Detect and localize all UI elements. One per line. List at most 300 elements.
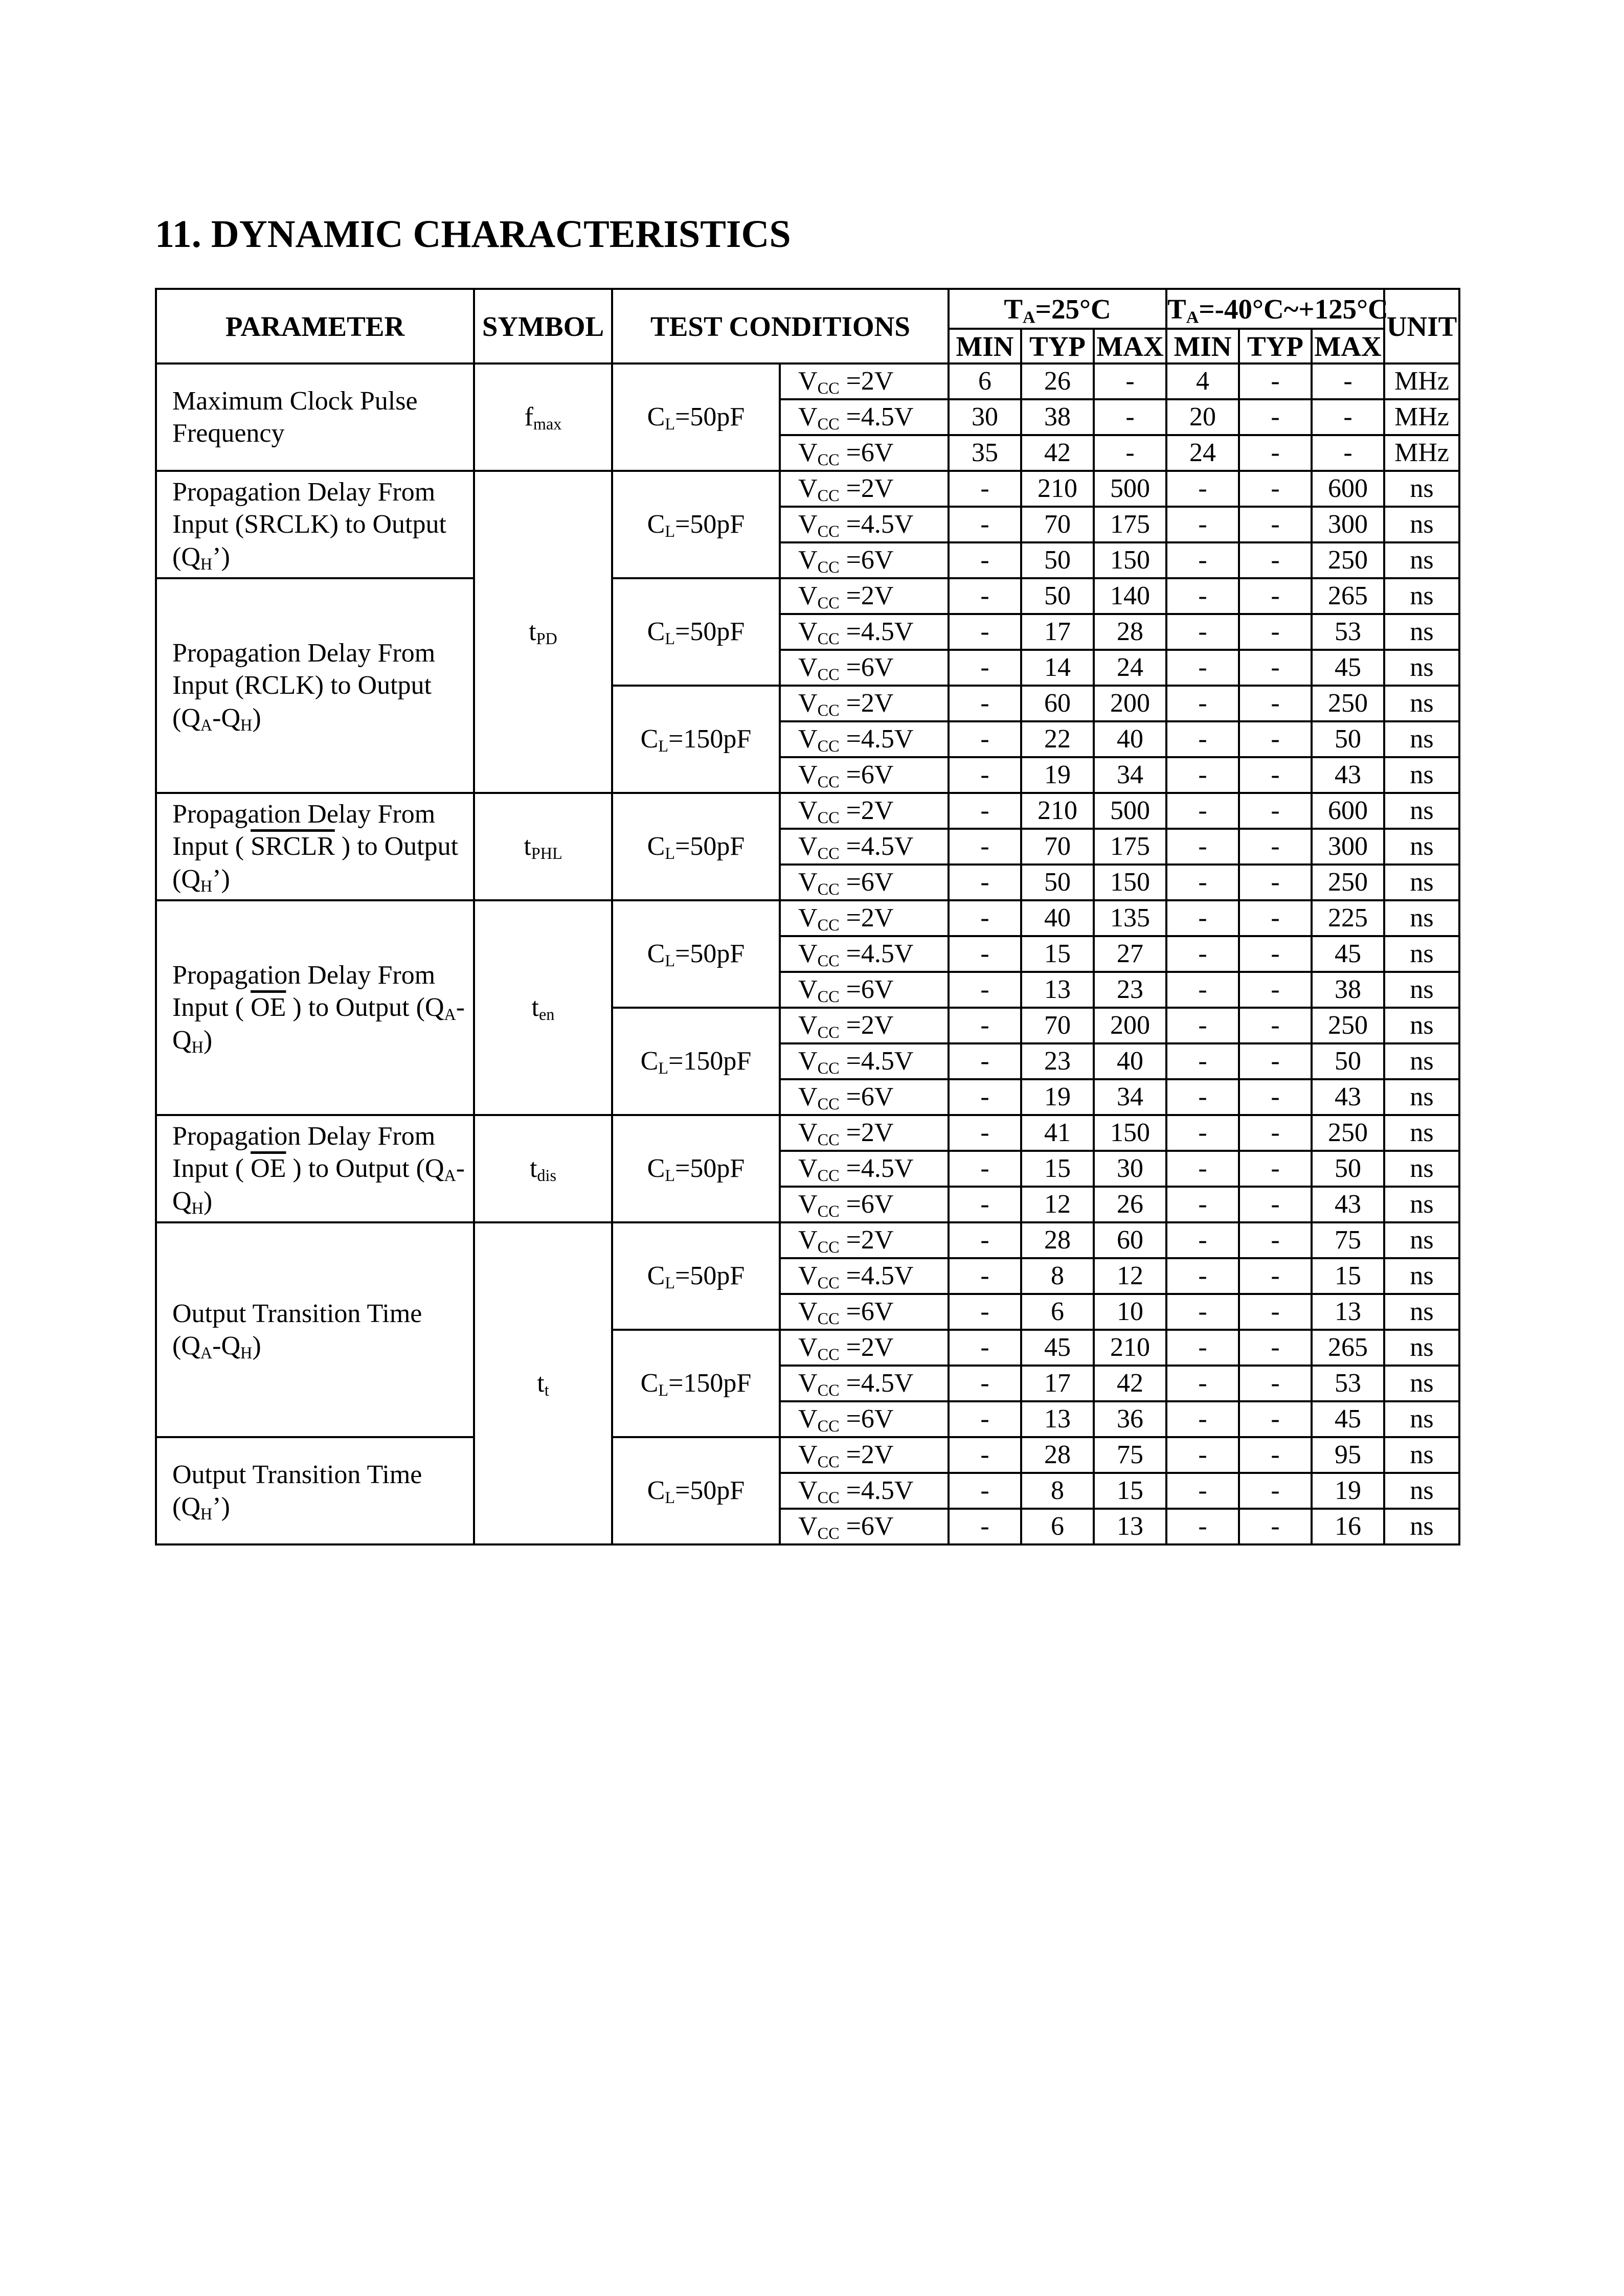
- cell-min-range: -: [1166, 1187, 1239, 1222]
- cell-unit: ns: [1384, 1115, 1459, 1151]
- cond-cl: [612, 578, 780, 686]
- cell-unit: ns: [1384, 1043, 1459, 1079]
- cell-unit: ns: [1384, 936, 1459, 972]
- vcc-value: =6V: [839, 1082, 894, 1111]
- table-row: [156, 363, 1459, 399]
- cell-unit: MHz: [1384, 363, 1459, 399]
- vcc-v-letter: V: [798, 545, 818, 575]
- vcc-sub: CC: [817, 1452, 840, 1471]
- vcc-condition: [780, 1437, 949, 1473]
- vcc-condition: [780, 1151, 949, 1187]
- cell-max-range: 95: [1312, 1437, 1384, 1473]
- cond-sub: L: [665, 1274, 675, 1292]
- symbol-letter: t: [537, 1369, 545, 1398]
- vcc-condition: [780, 1509, 949, 1544]
- symbol-sub: PD: [536, 629, 557, 648]
- vcc-condition: [780, 721, 949, 757]
- vcc-sub: CC: [817, 1417, 840, 1436]
- vcc-sub: CC: [817, 951, 840, 970]
- cell-typ-25c: 13: [1021, 972, 1094, 1008]
- cell-unit: ns: [1384, 1401, 1459, 1437]
- cond-sub: L: [665, 522, 675, 541]
- symbol-fmax: [474, 363, 612, 471]
- cell-min-range: -: [1166, 650, 1239, 686]
- vcc-condition: [780, 471, 949, 507]
- vcc-v-letter: V: [798, 724, 818, 754]
- vcc-condition: [780, 686, 949, 721]
- vcc-sub: CC: [817, 1202, 840, 1221]
- cell-max-25c: 210: [1094, 1330, 1166, 1366]
- vcc-sub: CC: [817, 772, 840, 791]
- cell-typ-range: -: [1239, 793, 1312, 829]
- cell-min-range: -: [1166, 1401, 1239, 1437]
- param-srclr: [156, 793, 474, 900]
- cell-typ-25c: 8: [1021, 1258, 1094, 1294]
- cond-cl: [612, 1437, 780, 1544]
- cond-value: =50pF: [675, 617, 745, 646]
- cell-max-25c: 150: [1094, 542, 1166, 578]
- vcc-condition: [780, 1222, 949, 1258]
- cond-cl: [612, 471, 780, 578]
- cell-unit: ns: [1384, 829, 1459, 865]
- cell-max-range: 265: [1312, 1330, 1384, 1366]
- vcc-value: =2V: [839, 367, 894, 396]
- vcc-v-letter: V: [798, 617, 818, 646]
- param-oe-enable: [156, 900, 474, 1115]
- vcc-sub: CC: [817, 916, 840, 935]
- cell-min-25c: -: [949, 972, 1021, 1008]
- cell-min-range: -: [1166, 829, 1239, 865]
- cell-max-25c: 12: [1094, 1258, 1166, 1294]
- ta-range-header: [1166, 289, 1388, 329]
- param-sub: A: [200, 1344, 213, 1362]
- oe-overbar-text: $\overline{OE}$: [251, 993, 286, 1022]
- cell-unit: ns: [1384, 1008, 1459, 1043]
- test-conditions-header: TEST CONDITIONS: [612, 289, 949, 363]
- vcc-v-letter: V: [798, 1333, 818, 1362]
- cell-min-25c: 30: [949, 399, 1021, 435]
- cell-min-25c: -: [949, 1258, 1021, 1294]
- vcc-value: =2V: [839, 1440, 894, 1469]
- vcc-value: =6V: [839, 868, 894, 897]
- cell-min-25c: -: [949, 1043, 1021, 1079]
- param-text: -Q: [212, 1331, 241, 1360]
- vcc-sub: CC: [817, 844, 840, 863]
- vcc-condition: [780, 1258, 949, 1294]
- cell-typ-range: -: [1239, 1151, 1312, 1187]
- cell-min-25c: -: [949, 1151, 1021, 1187]
- vcc-value: =2V: [839, 689, 894, 718]
- vcc-value: =6V: [839, 975, 894, 1004]
- cell-min-25c: -: [949, 650, 1021, 686]
- cell-typ-25c: 45: [1021, 1330, 1094, 1366]
- vcc-v-letter: V: [798, 1440, 818, 1469]
- cell-max-25c: 24: [1094, 650, 1166, 686]
- vcc-value: =6V: [839, 653, 894, 682]
- param-text: ’): [212, 864, 230, 894]
- cell-min-25c: -: [949, 936, 1021, 972]
- vcc-sub: CC: [817, 880, 840, 899]
- cell-max-range: 50: [1312, 1151, 1384, 1187]
- cell-max-25c: -: [1094, 363, 1166, 399]
- ta-sub: A: [1186, 308, 1199, 327]
- cell-typ-range: -: [1239, 1366, 1312, 1401]
- cell-max-25c: 150: [1094, 865, 1166, 900]
- cell-typ-25c: 13: [1021, 1401, 1094, 1437]
- cell-max-range: 265: [1312, 578, 1384, 614]
- vcc-v-letter: V: [798, 438, 818, 467]
- cell-typ-range: -: [1239, 1079, 1312, 1115]
- vcc-sub: CC: [817, 522, 840, 541]
- vcc-sub: CC: [817, 629, 840, 648]
- cond-value: =150pF: [668, 1369, 752, 1398]
- vcc-v-letter: V: [798, 832, 818, 861]
- cell-max-25c: 30: [1094, 1151, 1166, 1187]
- cell-min-25c: -: [949, 900, 1021, 936]
- cond-value: =150pF: [668, 1047, 752, 1076]
- param-sub: A: [444, 1005, 456, 1024]
- cell-min-25c: -: [949, 1509, 1021, 1544]
- cell-typ-25c: 26: [1021, 363, 1094, 399]
- cell-unit: ns: [1384, 614, 1459, 650]
- ta-range-label: =-40°C~+125°C: [1199, 293, 1388, 325]
- cell-min-range: -: [1166, 1330, 1239, 1366]
- cell-min-25c: -: [949, 721, 1021, 757]
- vcc-value: =4.5V: [839, 510, 914, 539]
- cell-max-range: 600: [1312, 471, 1384, 507]
- param-sub: H: [191, 1037, 204, 1056]
- cell-typ-range: -: [1239, 1509, 1312, 1544]
- cell-min-25c: 35: [949, 435, 1021, 471]
- cell-typ-range: -: [1239, 721, 1312, 757]
- cell-max-25c: 200: [1094, 1008, 1166, 1043]
- vcc-v-letter: V: [798, 1190, 818, 1219]
- param-text: ) to Output (Q: [292, 1154, 444, 1184]
- min-header: MIN: [949, 329, 1021, 363]
- cell-typ-25c: 28: [1021, 1437, 1094, 1473]
- param-text: -Q: [172, 993, 465, 1055]
- symbol-letter: t: [531, 993, 539, 1022]
- cell-max-25c: 23: [1094, 972, 1166, 1008]
- cell-typ-25c: 70: [1021, 1008, 1094, 1043]
- cell-max-range: -: [1312, 435, 1384, 471]
- vcc-condition: [780, 1294, 949, 1330]
- cell-min-range: -: [1166, 507, 1239, 542]
- vcc-v-letter: V: [798, 510, 818, 539]
- vcc-v-letter: V: [798, 402, 818, 431]
- header-row: [156, 289, 1459, 329]
- cell-min-range: -: [1166, 793, 1239, 829]
- cell-max-25c: -: [1094, 435, 1166, 471]
- typ-header: TYP: [1239, 329, 1312, 363]
- vcc-condition: [780, 1401, 949, 1437]
- vcc-value: =4.5V: [839, 832, 914, 861]
- cell-min-25c: -: [949, 1222, 1021, 1258]
- max-header: MAX: [1312, 329, 1384, 363]
- vcc-value: =2V: [839, 581, 894, 610]
- cond-value: =50pF: [675, 939, 745, 968]
- cond-sub: L: [658, 1059, 669, 1078]
- param-sub: A: [200, 715, 213, 734]
- cond-sub: L: [658, 737, 669, 756]
- cell-min-range: -: [1166, 972, 1239, 1008]
- param-text: Propagation Delay From Input (SRCLK) to Output (Q: [172, 477, 446, 572]
- cond-value: =150pF: [668, 724, 752, 754]
- param-text: Propagation Delay From Input (: [172, 1121, 436, 1184]
- param-text: -Q: [172, 1154, 465, 1216]
- cell-typ-range: -: [1239, 1222, 1312, 1258]
- cell-typ-range: -: [1239, 435, 1312, 471]
- cell-min-range: -: [1166, 865, 1239, 900]
- vcc-value: =2V: [839, 903, 894, 933]
- cond-cl: [612, 793, 780, 900]
- cell-max-range: 45: [1312, 650, 1384, 686]
- cell-max-25c: 34: [1094, 1079, 1166, 1115]
- ta-25c-header: [949, 289, 1166, 329]
- vcc-sub: CC: [817, 1309, 840, 1328]
- cell-min-range: 24: [1166, 435, 1239, 471]
- cell-typ-range: -: [1239, 507, 1312, 542]
- vcc-value: =2V: [839, 1333, 894, 1362]
- cell-min-range: 20: [1166, 399, 1239, 435]
- table-row: [156, 793, 1459, 829]
- vcc-value: =6V: [839, 1190, 894, 1219]
- vcc-sub: CC: [817, 450, 840, 469]
- cond-cl: [612, 1330, 780, 1437]
- cell-typ-25c: 50: [1021, 542, 1094, 578]
- cell-min-range: -: [1166, 721, 1239, 757]
- cell-unit: ns: [1384, 1330, 1459, 1366]
- vcc-condition: [780, 1330, 949, 1366]
- cell-min-range: -: [1166, 757, 1239, 793]
- vcc-condition: [780, 936, 949, 972]
- cell-min-range: -: [1166, 1043, 1239, 1079]
- cell-min-25c: -: [949, 1437, 1021, 1473]
- cell-unit: ns: [1384, 972, 1459, 1008]
- cell-typ-range: -: [1239, 614, 1312, 650]
- vcc-condition: [780, 542, 949, 578]
- cell-min-range: -: [1166, 1509, 1239, 1544]
- cond-c: C: [647, 832, 665, 861]
- cell-unit: ns: [1384, 900, 1459, 936]
- cell-max-range: 15: [1312, 1258, 1384, 1294]
- cell-typ-range: -: [1239, 757, 1312, 793]
- vcc-value: =4.5V: [839, 402, 914, 431]
- parameter-header: PARAMETER: [156, 289, 474, 363]
- cond-value: =50pF: [675, 1476, 745, 1505]
- vcc-value: =6V: [839, 1512, 894, 1541]
- cond-value: =50pF: [675, 1261, 745, 1290]
- param-sub: A: [444, 1166, 456, 1185]
- symbol-letter: t: [529, 617, 536, 646]
- vcc-sub: CC: [817, 1166, 840, 1185]
- cell-unit: ns: [1384, 757, 1459, 793]
- cond-cl: [612, 363, 780, 471]
- vcc-condition: [780, 829, 949, 865]
- cell-max-range: -: [1312, 363, 1384, 399]
- cell-min-25c: -: [949, 793, 1021, 829]
- cond-cl: [612, 1115, 780, 1222]
- cond-cl: [612, 1008, 780, 1115]
- cell-min-range: -: [1166, 1294, 1239, 1330]
- cond-value: =50pF: [675, 402, 745, 431]
- cell-unit: ns: [1384, 1294, 1459, 1330]
- vcc-condition: [780, 614, 949, 650]
- cell-typ-25c: 15: [1021, 1151, 1094, 1187]
- cell-unit: ns: [1384, 507, 1459, 542]
- param-text: Propagation Delay From Input (: [172, 960, 436, 1022]
- cell-max-range: 75: [1312, 1222, 1384, 1258]
- cell-typ-25c: 23: [1021, 1043, 1094, 1079]
- vcc-v-letter: V: [798, 1154, 818, 1183]
- vcc-v-letter: V: [798, 1047, 818, 1076]
- vcc-value: =2V: [839, 1225, 894, 1255]
- param-text: -Q: [212, 703, 241, 733]
- cell-max-range: 38: [1312, 972, 1384, 1008]
- ta-symbol: T: [1004, 293, 1023, 325]
- vcc-condition: [780, 1115, 949, 1151]
- cell-max-range: 250: [1312, 1115, 1384, 1151]
- cell-max-range: 250: [1312, 542, 1384, 578]
- symbol-sub: dis: [537, 1166, 557, 1185]
- cell-typ-range: -: [1239, 1043, 1312, 1079]
- table-row: [156, 1115, 1459, 1151]
- cell-min-range: -: [1166, 471, 1239, 507]
- cond-sub: L: [665, 951, 675, 970]
- vcc-sub: CC: [817, 701, 840, 720]
- cond-c: C: [647, 402, 665, 431]
- cell-typ-25c: 19: [1021, 1079, 1094, 1115]
- symbol-header: SYMBOL: [474, 289, 612, 363]
- vcc-value: =6V: [839, 1297, 894, 1326]
- cell-max-25c: 75: [1094, 1437, 1166, 1473]
- cell-max-25c: 60: [1094, 1222, 1166, 1258]
- cell-unit: ns: [1384, 1151, 1459, 1187]
- cell-unit: ns: [1384, 721, 1459, 757]
- cond-value: =50pF: [675, 510, 745, 539]
- cell-typ-range: -: [1239, 578, 1312, 614]
- vcc-condition: [780, 1473, 949, 1509]
- cell-min-range: -: [1166, 614, 1239, 650]
- vcc-v-letter: V: [798, 975, 818, 1004]
- symbol-letter: t: [524, 832, 531, 861]
- cell-typ-25c: 210: [1021, 471, 1094, 507]
- vcc-condition: [780, 399, 949, 435]
- vcc-v-letter: V: [798, 1011, 818, 1040]
- cell-unit: ns: [1384, 1222, 1459, 1258]
- vcc-v-letter: V: [798, 1476, 818, 1505]
- cell-min-range: -: [1166, 1437, 1239, 1473]
- vcc-condition: [780, 363, 949, 399]
- symbol-tdis: [474, 1115, 612, 1222]
- table-row: [156, 1222, 1459, 1258]
- symbol-sub: en: [539, 1005, 555, 1024]
- cond-c: C: [640, 724, 659, 754]
- param-text: ) to Output (Q: [292, 993, 444, 1022]
- cell-typ-range: -: [1239, 542, 1312, 578]
- cell-typ-25c: 19: [1021, 757, 1094, 793]
- vcc-condition: [780, 578, 949, 614]
- cell-unit: ns: [1384, 471, 1459, 507]
- symbol-letter: f: [524, 402, 533, 431]
- cell-min-range: -: [1166, 1115, 1239, 1151]
- vcc-v-letter: V: [798, 1404, 818, 1434]
- vcc-sub: CC: [817, 808, 840, 827]
- param-fmax: Maximum Clock Pulse Frequency: [156, 363, 474, 471]
- cell-typ-range: -: [1239, 363, 1312, 399]
- cell-unit: MHz: [1384, 399, 1459, 435]
- cell-typ-25c: 15: [1021, 936, 1094, 972]
- symbol-ten: [474, 900, 612, 1115]
- cell-min-25c: -: [949, 1330, 1021, 1366]
- cell-unit: ns: [1384, 542, 1459, 578]
- param-text: ): [252, 703, 261, 733]
- cell-max-25c: 34: [1094, 757, 1166, 793]
- cell-max-range: 53: [1312, 1366, 1384, 1401]
- cell-unit: ns: [1384, 1509, 1459, 1544]
- vcc-sub: CC: [817, 1130, 840, 1149]
- vcc-sub: CC: [817, 486, 840, 505]
- cell-max-25c: 40: [1094, 721, 1166, 757]
- cond-c: C: [647, 939, 665, 968]
- cell-max-range: 250: [1312, 865, 1384, 900]
- vcc-v-letter: V: [798, 581, 818, 610]
- vcc-sub: CC: [817, 1345, 840, 1364]
- vcc-sub: CC: [817, 1381, 840, 1400]
- cell-min-range: -: [1166, 1151, 1239, 1187]
- cell-max-25c: 26: [1094, 1187, 1166, 1222]
- cell-max-25c: 150: [1094, 1115, 1166, 1151]
- param-text: ): [252, 1331, 261, 1360]
- vcc-sub: CC: [817, 1238, 840, 1257]
- cell-max-25c: 42: [1094, 1366, 1166, 1401]
- symbol-tphl: [474, 793, 612, 900]
- cell-max-range: 250: [1312, 1008, 1384, 1043]
- cell-min-25c: -: [949, 578, 1021, 614]
- vcc-condition: [780, 1366, 949, 1401]
- cell-min-25c: 6: [949, 363, 1021, 399]
- param-text: Propagation Delay From Input (: [172, 799, 436, 861]
- param-sub: H: [240, 715, 253, 734]
- cell-typ-range: -: [1239, 399, 1312, 435]
- vcc-v-letter: V: [798, 939, 818, 968]
- cell-min-range: 4: [1166, 363, 1239, 399]
- srclr-overbar-text: SRCLR: [251, 832, 335, 861]
- cell-min-range: -: [1166, 900, 1239, 936]
- cond-c: C: [647, 617, 665, 646]
- vcc-value: =4.5V: [839, 617, 914, 646]
- vcc-v-letter: V: [798, 367, 818, 396]
- cell-min-range: -: [1166, 1079, 1239, 1115]
- cond-cl: [612, 1222, 780, 1330]
- cond-value: =50pF: [675, 1154, 745, 1183]
- cell-max-25c: 15: [1094, 1473, 1166, 1509]
- vcc-value: =4.5V: [839, 1261, 914, 1290]
- vcc-condition: [780, 865, 949, 900]
- vcc-sub: CC: [817, 1059, 840, 1078]
- cell-min-25c: -: [949, 1008, 1021, 1043]
- cell-min-25c: -: [949, 614, 1021, 650]
- cell-max-range: 13: [1312, 1294, 1384, 1330]
- param-sub: H: [191, 1198, 204, 1217]
- symbol-tt: [474, 1222, 612, 1544]
- vcc-v-letter: V: [798, 1261, 818, 1290]
- cell-unit: ns: [1384, 1187, 1459, 1222]
- vcc-condition: [780, 650, 949, 686]
- cell-max-25c: -: [1094, 399, 1166, 435]
- cell-max-range: 16: [1312, 1509, 1384, 1544]
- cond-c: C: [647, 1476, 665, 1505]
